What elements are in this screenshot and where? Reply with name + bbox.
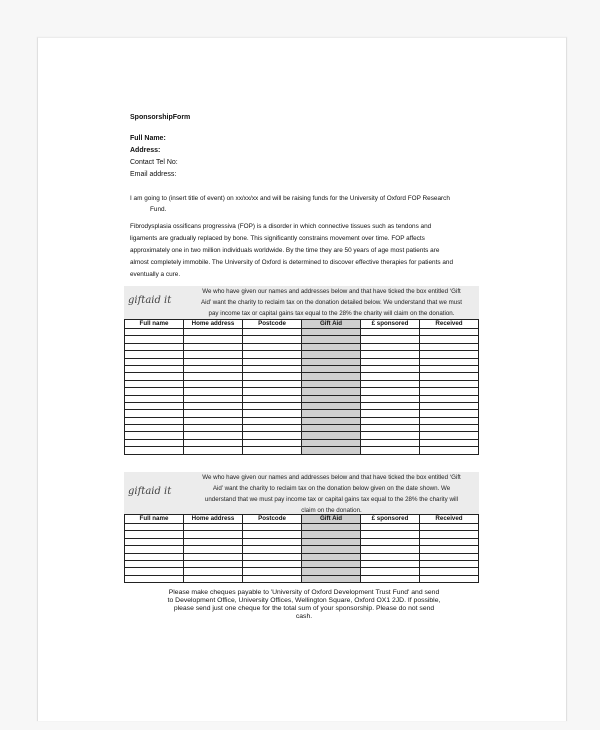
table-header-row bbox=[125, 515, 479, 524]
cell-postcode[interactable] bbox=[243, 546, 302, 553]
cell-full-name[interactable] bbox=[125, 388, 184, 395]
cell-home-address[interactable] bbox=[184, 329, 243, 336]
cell-sponsored[interactable] bbox=[361, 568, 420, 575]
cell-received[interactable] bbox=[420, 395, 479, 402]
cell-received[interactable] bbox=[420, 425, 479, 432]
table-row bbox=[125, 395, 479, 402]
table-row bbox=[125, 546, 479, 553]
giftaid-text-line: pay income tax or capital gains tax equal to the 28% the charity will claim on the donation. bbox=[208, 310, 455, 317]
cell-postcode[interactable] bbox=[243, 538, 302, 545]
cell-postcode[interactable] bbox=[243, 380, 302, 387]
cell-received[interactable] bbox=[420, 410, 479, 417]
cell-received[interactable] bbox=[420, 380, 479, 387]
cell-home-address[interactable] bbox=[184, 447, 243, 454]
cell-gift-aid[interactable] bbox=[302, 395, 361, 402]
document-page bbox=[37, 37, 567, 721]
table-row bbox=[125, 336, 479, 343]
cell-postcode[interactable] bbox=[243, 432, 302, 439]
cell-home-address[interactable] bbox=[184, 380, 243, 387]
cell-postcode[interactable] bbox=[243, 575, 302, 582]
form-title: SponsorshipForm bbox=[130, 114, 191, 121]
col-gift-aid: Gift Aid bbox=[302, 515, 361, 524]
cell-gift-aid[interactable] bbox=[302, 336, 361, 343]
table-row bbox=[125, 531, 479, 538]
cell-received[interactable] bbox=[420, 439, 479, 446]
cell-home-address[interactable] bbox=[184, 358, 243, 365]
cell-received[interactable] bbox=[420, 538, 479, 545]
description-line: almost completely immobile. The University of Oxford is determined to discover effective therapies for patients and bbox=[130, 259, 453, 266]
cell-home-address[interactable] bbox=[184, 388, 243, 395]
cell-full-name[interactable] bbox=[125, 336, 184, 343]
cell-sponsored[interactable] bbox=[361, 402, 420, 409]
cell-gift-aid[interactable] bbox=[302, 388, 361, 395]
cell-sponsored[interactable] bbox=[361, 358, 420, 365]
description-line: Fibrodysplasia ossificans progressiva (FOP) is a disorder in which connective tissues such as tendons and bbox=[130, 223, 432, 230]
cell-received[interactable] bbox=[420, 432, 479, 439]
table-row bbox=[125, 343, 479, 350]
cell-sponsored[interactable] bbox=[361, 351, 420, 358]
footer-line: Please make cheques payable to 'University of Oxford Development Trust Fund' and send bbox=[168, 589, 440, 596]
giftaid-text-line: claim on the donation. bbox=[301, 507, 362, 514]
giftaid-logo: giftaid it bbox=[128, 295, 172, 306]
address-label: Address: bbox=[130, 147, 161, 154]
cell-sponsored[interactable] bbox=[361, 417, 420, 424]
table-row bbox=[125, 425, 479, 432]
cell-received[interactable] bbox=[420, 329, 479, 336]
cell-received[interactable] bbox=[420, 358, 479, 365]
cell-home-address[interactable] bbox=[184, 546, 243, 553]
col-sponsored: £ sponsored bbox=[361, 515, 420, 524]
contact-tel-label: Contact Tel No: bbox=[130, 159, 178, 166]
cell-received[interactable] bbox=[420, 524, 479, 531]
cell-sponsored[interactable] bbox=[361, 395, 420, 402]
fop-description bbox=[130, 221, 475, 281]
cell-home-address[interactable] bbox=[184, 410, 243, 417]
cell-postcode[interactable] bbox=[243, 439, 302, 446]
cell-full-name[interactable] bbox=[125, 329, 184, 336]
giftaid-text-1 bbox=[184, 286, 479, 319]
giftaid-text-line: understand that we must pay income tax or capital gains tax equal to the 28% the charity will bbox=[204, 496, 459, 503]
cell-sponsored[interactable] bbox=[361, 388, 420, 395]
table-row bbox=[125, 439, 479, 446]
cell-home-address[interactable] bbox=[184, 417, 243, 424]
cell-full-name[interactable] bbox=[125, 402, 184, 409]
table-row bbox=[125, 402, 479, 409]
cell-received[interactable] bbox=[420, 553, 479, 560]
cell-received[interactable] bbox=[420, 575, 479, 582]
cell-gift-aid[interactable] bbox=[302, 343, 361, 350]
col-postcode: Postcode bbox=[243, 515, 302, 524]
cell-full-name[interactable] bbox=[125, 575, 184, 582]
cell-full-name[interactable] bbox=[125, 560, 184, 567]
cell-gift-aid[interactable] bbox=[302, 553, 361, 560]
cell-gift-aid[interactable] bbox=[302, 365, 361, 372]
giftaid-text-line: Aid’ want the charity to reclaim tax on the donation below given on the date shown. We bbox=[212, 485, 451, 492]
col-postcode: Postcode bbox=[243, 320, 302, 329]
cell-sponsored[interactable] bbox=[361, 343, 420, 350]
cell-received[interactable] bbox=[420, 447, 479, 454]
cell-sponsored[interactable] bbox=[361, 425, 420, 432]
table-row bbox=[125, 447, 479, 454]
cell-gift-aid[interactable] bbox=[302, 358, 361, 365]
cell-full-name[interactable] bbox=[125, 531, 184, 538]
cell-gift-aid[interactable] bbox=[302, 373, 361, 380]
cell-postcode[interactable] bbox=[243, 531, 302, 538]
cell-gift-aid[interactable] bbox=[302, 568, 361, 575]
footer-line: cash. bbox=[295, 613, 313, 620]
cell-received[interactable] bbox=[420, 365, 479, 372]
cell-home-address[interactable] bbox=[184, 531, 243, 538]
cell-gift-aid[interactable] bbox=[302, 447, 361, 454]
cell-full-name[interactable] bbox=[125, 439, 184, 446]
sponsor-table-2 bbox=[124, 514, 479, 583]
cell-postcode[interactable] bbox=[243, 373, 302, 380]
cell-full-name[interactable] bbox=[125, 380, 184, 387]
cell-postcode[interactable] bbox=[243, 388, 302, 395]
giftaid-text-line: Aid’ want the charity to reclaim tax on the donation detailed below. We understand that we must bbox=[200, 299, 463, 306]
sponsor-table-1 bbox=[124, 319, 479, 455]
cell-gift-aid[interactable] bbox=[302, 538, 361, 545]
cell-gift-aid[interactable] bbox=[302, 432, 361, 439]
cell-sponsored[interactable] bbox=[361, 575, 420, 582]
giftaid-text-line: We who have given our names and addresses below and that have ticked the box entitled ‘Gift bbox=[202, 474, 461, 481]
cell-received[interactable] bbox=[420, 568, 479, 575]
table-row bbox=[125, 410, 479, 417]
cell-full-name[interactable] bbox=[125, 546, 184, 553]
cell-gift-aid[interactable] bbox=[302, 417, 361, 424]
cell-postcode[interactable] bbox=[243, 343, 302, 350]
intro-line-1: I am going to (insert title of event) on xx/xx/xx and will be raising funds for the University of Oxford FOP Research bbox=[130, 195, 450, 202]
cell-gift-aid[interactable] bbox=[302, 575, 361, 582]
cell-sponsored[interactable] bbox=[361, 439, 420, 446]
cell-full-name[interactable] bbox=[125, 417, 184, 424]
cell-postcode[interactable] bbox=[243, 447, 302, 454]
col-received: Received bbox=[420, 320, 479, 329]
email-label: Email address: bbox=[130, 171, 177, 178]
cell-full-name[interactable] bbox=[125, 343, 184, 350]
cell-sponsored[interactable] bbox=[361, 336, 420, 343]
full-name-label: Full Name: bbox=[130, 135, 166, 142]
cell-postcode[interactable] bbox=[243, 329, 302, 336]
table-row bbox=[125, 538, 479, 545]
cell-full-name[interactable] bbox=[125, 373, 184, 380]
table-row bbox=[125, 358, 479, 365]
cell-sponsored[interactable] bbox=[361, 380, 420, 387]
cell-home-address[interactable] bbox=[184, 524, 243, 531]
intro-line-2: Fund. bbox=[150, 206, 167, 213]
cell-received[interactable] bbox=[420, 402, 479, 409]
cell-sponsored[interactable] bbox=[361, 365, 420, 372]
cell-sponsored[interactable] bbox=[361, 432, 420, 439]
cell-postcode[interactable] bbox=[243, 553, 302, 560]
cell-sponsored[interactable] bbox=[361, 524, 420, 531]
cell-received[interactable] bbox=[420, 546, 479, 553]
cell-full-name[interactable] bbox=[125, 447, 184, 454]
table-row bbox=[125, 351, 479, 358]
cell-received[interactable] bbox=[420, 336, 479, 343]
cell-home-address[interactable] bbox=[184, 439, 243, 446]
cell-postcode[interactable] bbox=[243, 560, 302, 567]
col-home-address: Home address bbox=[184, 515, 243, 524]
table-row bbox=[125, 524, 479, 531]
col-home-address: Home address bbox=[184, 320, 243, 329]
cell-full-name[interactable] bbox=[125, 432, 184, 439]
cell-home-address[interactable] bbox=[184, 553, 243, 560]
cell-received[interactable] bbox=[420, 388, 479, 395]
table-row bbox=[125, 365, 479, 372]
cell-home-address[interactable] bbox=[184, 432, 243, 439]
description-line: ligaments are gradually replaced by bone. This significantly constrains movement over time. FOP affects bbox=[130, 235, 425, 242]
cell-sponsored[interactable] bbox=[361, 410, 420, 417]
cell-gift-aid[interactable] bbox=[302, 329, 361, 336]
table-row bbox=[125, 373, 479, 380]
cell-full-name[interactable] bbox=[125, 351, 184, 358]
cell-full-name[interactable] bbox=[125, 410, 184, 417]
cell-postcode[interactable] bbox=[243, 351, 302, 358]
col-gift-aid: Gift Aid bbox=[302, 320, 361, 329]
cell-home-address[interactable] bbox=[184, 538, 243, 545]
cell-received[interactable] bbox=[420, 343, 479, 350]
giftaid-declaration-1 bbox=[124, 286, 479, 319]
cell-sponsored[interactable] bbox=[361, 553, 420, 560]
cell-postcode[interactable] bbox=[243, 358, 302, 365]
cell-home-address[interactable] bbox=[184, 560, 243, 567]
col-sponsored: £ sponsored bbox=[361, 320, 420, 329]
table-row bbox=[125, 575, 479, 582]
table-row bbox=[125, 560, 479, 567]
col-full-name: Full name bbox=[125, 320, 184, 329]
cell-home-address[interactable] bbox=[184, 373, 243, 380]
cell-home-address[interactable] bbox=[184, 351, 243, 358]
cell-home-address[interactable] bbox=[184, 395, 243, 402]
table-row bbox=[125, 553, 479, 560]
cell-home-address[interactable] bbox=[184, 568, 243, 575]
cell-sponsored[interactable] bbox=[361, 560, 420, 567]
cell-gift-aid[interactable] bbox=[302, 425, 361, 432]
cell-gift-aid[interactable] bbox=[302, 439, 361, 446]
table-header-row bbox=[125, 320, 479, 329]
col-received: Received bbox=[420, 515, 479, 524]
cell-home-address[interactable] bbox=[184, 365, 243, 372]
cell-gift-aid[interactable] bbox=[302, 351, 361, 358]
table-row bbox=[125, 417, 479, 424]
cell-sponsored[interactable] bbox=[361, 538, 420, 545]
cell-postcode[interactable] bbox=[243, 395, 302, 402]
cell-postcode[interactable] bbox=[243, 410, 302, 417]
cell-sponsored[interactable] bbox=[361, 531, 420, 538]
cell-received[interactable] bbox=[420, 373, 479, 380]
cell-postcode[interactable] bbox=[243, 402, 302, 409]
table-row bbox=[125, 432, 479, 439]
giftaid-logo: giftaid it bbox=[128, 486, 172, 497]
cell-received[interactable] bbox=[420, 531, 479, 538]
giftaid-declaration-2 bbox=[124, 472, 479, 514]
cell-gift-aid[interactable] bbox=[302, 410, 361, 417]
col-full-name: Full name bbox=[125, 515, 184, 524]
cell-full-name[interactable] bbox=[125, 568, 184, 575]
payment-instructions bbox=[134, 589, 474, 621]
footer-line: to Development Office, University Offices, Wellington Square, Oxford OX1 2JD. If possible, bbox=[167, 597, 441, 604]
cell-full-name[interactable] bbox=[125, 425, 184, 432]
cell-full-name[interactable] bbox=[125, 358, 184, 365]
cell-sponsored[interactable] bbox=[361, 447, 420, 454]
cell-postcode[interactable] bbox=[243, 425, 302, 432]
cell-postcode[interactable] bbox=[243, 524, 302, 531]
cell-gift-aid[interactable] bbox=[302, 560, 361, 567]
cell-received[interactable] bbox=[420, 351, 479, 358]
cell-sponsored[interactable] bbox=[361, 373, 420, 380]
cell-postcode[interactable] bbox=[243, 417, 302, 424]
cell-sponsored[interactable] bbox=[361, 329, 420, 336]
cell-postcode[interactable] bbox=[243, 336, 302, 343]
cell-home-address[interactable] bbox=[184, 575, 243, 582]
table-row bbox=[125, 388, 479, 395]
cell-gift-aid[interactable] bbox=[302, 402, 361, 409]
table-row bbox=[125, 380, 479, 387]
cell-full-name[interactable] bbox=[125, 538, 184, 545]
cell-full-name[interactable] bbox=[125, 395, 184, 402]
cell-gift-aid[interactable] bbox=[302, 546, 361, 553]
cell-home-address[interactable] bbox=[184, 425, 243, 432]
description-line: eventually a cure. bbox=[130, 271, 181, 278]
cell-full-name[interactable] bbox=[125, 365, 184, 372]
table-row bbox=[125, 568, 479, 575]
cell-gift-aid[interactable] bbox=[302, 380, 361, 387]
cell-received[interactable] bbox=[420, 560, 479, 567]
cell-gift-aid[interactable] bbox=[302, 524, 361, 531]
cell-full-name[interactable] bbox=[125, 524, 184, 531]
cell-full-name[interactable] bbox=[125, 553, 184, 560]
description-line: approximately one in two million individuals worldwide. By the time they are 50 years of age most patients are bbox=[130, 247, 440, 254]
cell-postcode[interactable] bbox=[243, 365, 302, 372]
giftaid-text-2 bbox=[184, 472, 479, 516]
table-row bbox=[125, 329, 479, 336]
cell-gift-aid[interactable] bbox=[302, 531, 361, 538]
cell-home-address[interactable] bbox=[184, 336, 243, 343]
cell-sponsored[interactable] bbox=[361, 546, 420, 553]
cell-postcode[interactable] bbox=[243, 568, 302, 575]
cell-received[interactable] bbox=[420, 417, 479, 424]
giftaid-text-line: We who have given our names and addresses below and that have ticked the box entitled ‘Gift bbox=[202, 288, 461, 295]
cell-home-address[interactable] bbox=[184, 343, 243, 350]
cell-home-address[interactable] bbox=[184, 402, 243, 409]
footer-line: please send just one cheque for the total sum of your sponsorship. Please do not send bbox=[173, 605, 435, 612]
